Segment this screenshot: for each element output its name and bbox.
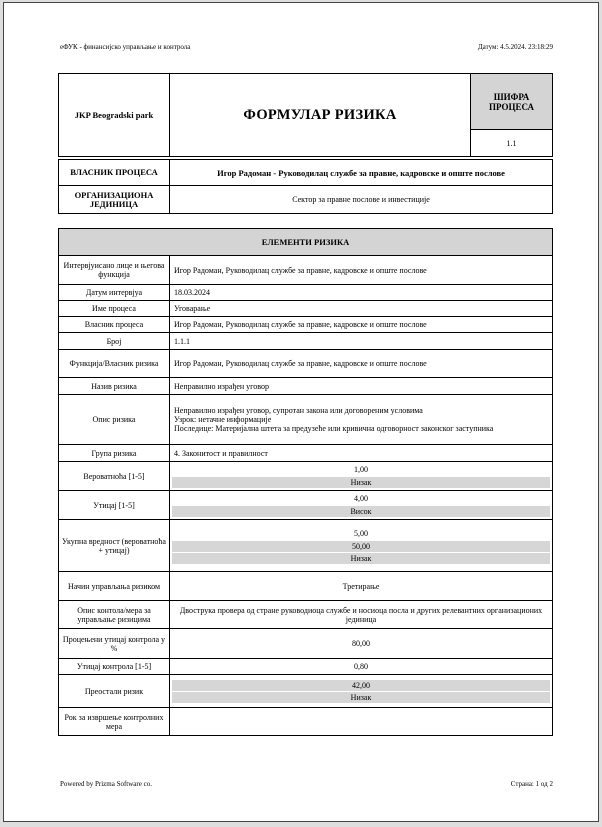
- organization-name: JKP Beogradski park: [59, 74, 170, 157]
- probability-label: Вероватноћа [1-5]: [59, 462, 170, 491]
- description-cause: Узрок: нетачне информације: [174, 415, 272, 424]
- process-name-value: Уговарање: [170, 301, 553, 317]
- org-unit-value: Сектор за правне послове и инвестиције: [170, 186, 553, 214]
- process-owner-row-label: Власник процеса: [59, 317, 170, 333]
- form-title: ФОРМУЛАР РИЗИКА: [170, 74, 471, 157]
- header-table: [58, 73, 553, 157]
- impact-level: Висок: [172, 506, 550, 517]
- process-code-label: ШИФРА ПРОЦЕСА: [471, 74, 553, 130]
- process-name-label: Име процеса: [59, 301, 170, 317]
- page-number: Страна: 1 од 2: [510, 780, 553, 788]
- print-date: Датум: 4.5.2024. 23:18:29: [477, 43, 553, 51]
- risk-name-value: Неправилно израђен уговор: [170, 378, 553, 395]
- probability-level: Низак: [172, 477, 550, 488]
- risk-description-label: Опис ризика: [59, 395, 170, 445]
- risk-elements-title: ЕЛЕМЕНТИ РИЗИКА: [59, 229, 553, 256]
- interviewee-value: Игор Радоман, Руководилац службе за правне, кадровске и опште послове: [170, 256, 553, 285]
- function-label: Функција/Власник ризика: [59, 350, 170, 378]
- residual-risk-level: Низак: [172, 692, 550, 703]
- control-impact-label: Утицај контрола [1-5]: [59, 659, 170, 675]
- process-owner-label: ВЛАСНИК ПРОЦЕСА: [59, 160, 170, 186]
- process-owner-row-value: Игор Радоман, Руководилац службе за правне, кадровске и опште послове: [170, 317, 553, 333]
- residual-risk-cell: [170, 675, 553, 708]
- interviewee-label: Интервјуисано лице и његова функција: [59, 256, 170, 285]
- deadline-label: Рок за извршење контролних мера: [59, 708, 170, 736]
- total-value-sum: 5,00: [354, 528, 368, 538]
- impact-cell: [170, 491, 553, 520]
- function-value: Игор Радоман, Руководилац службе за правне, кадровске и опште послове: [170, 350, 553, 378]
- system-name: еФУК - финансијско управљање и контрола: [60, 43, 191, 51]
- impact-value: 4,00: [354, 494, 368, 503]
- total-value-level: Низак: [172, 553, 550, 564]
- control-description-label: Опис контола/мера за управљање ризицима: [59, 601, 170, 629]
- owner-table: [58, 159, 553, 214]
- residual-risk-value: 42,00: [172, 680, 550, 691]
- probability-cell: [170, 462, 553, 491]
- interview-date-value: 18.03.2024: [170, 285, 553, 301]
- org-unit-label: ОРГАНИЗАЦИОНА ЈЕДИНИЦА: [59, 186, 170, 214]
- process-owner-value: Игор Радоман - Руководилац службе за правне, кадровске и опште послове: [170, 160, 553, 186]
- control-impact-value: 0,80: [170, 659, 553, 675]
- risk-group-label: Група ризика: [59, 445, 170, 462]
- estimated-impact-value: 80,00: [170, 629, 553, 659]
- total-value-cell: [170, 520, 553, 572]
- probability-value: 1,00: [354, 465, 368, 474]
- control-description-value: Двострука провера од стране руководиоца службе и носиоца посла и других релевантних организационих јединица: [170, 601, 553, 629]
- number-label: Број: [59, 333, 170, 350]
- risk-elements-table: [58, 228, 553, 736]
- description-consequence: Последице: Материјална штета за предузеће или кривична одговорност законског заступника: [174, 424, 494, 433]
- risk-group-value: 4. Законитост и правилност: [170, 445, 553, 462]
- management-label: Начин управљања ризиком: [59, 572, 170, 601]
- risk-description-value: [170, 395, 553, 445]
- estimated-impact-label: Процењени утицај контрола у %: [59, 629, 170, 659]
- total-value-label: Укупна вредност (вероватноћа + утицај): [59, 520, 170, 572]
- number-value: 1.1.1: [170, 333, 553, 350]
- management-value: Третирање: [170, 572, 553, 601]
- interview-date-label: Датум интервјуа: [59, 285, 170, 301]
- description-line: Неправилно израђен уговор, супротан закона или договореним условима: [174, 406, 423, 415]
- impact-label: Утицај [1-5]: [59, 491, 170, 520]
- powered-by: Powered by Prizma Software co.: [60, 780, 152, 788]
- total-value-product: 50,00: [172, 541, 550, 552]
- process-code-value: 1.1: [471, 130, 553, 157]
- risk-name-label: Назив ризика: [59, 378, 170, 395]
- deadline-value: [170, 708, 553, 736]
- document-page: [3, 2, 599, 822]
- residual-risk-label: Преостали ризик: [59, 675, 170, 708]
